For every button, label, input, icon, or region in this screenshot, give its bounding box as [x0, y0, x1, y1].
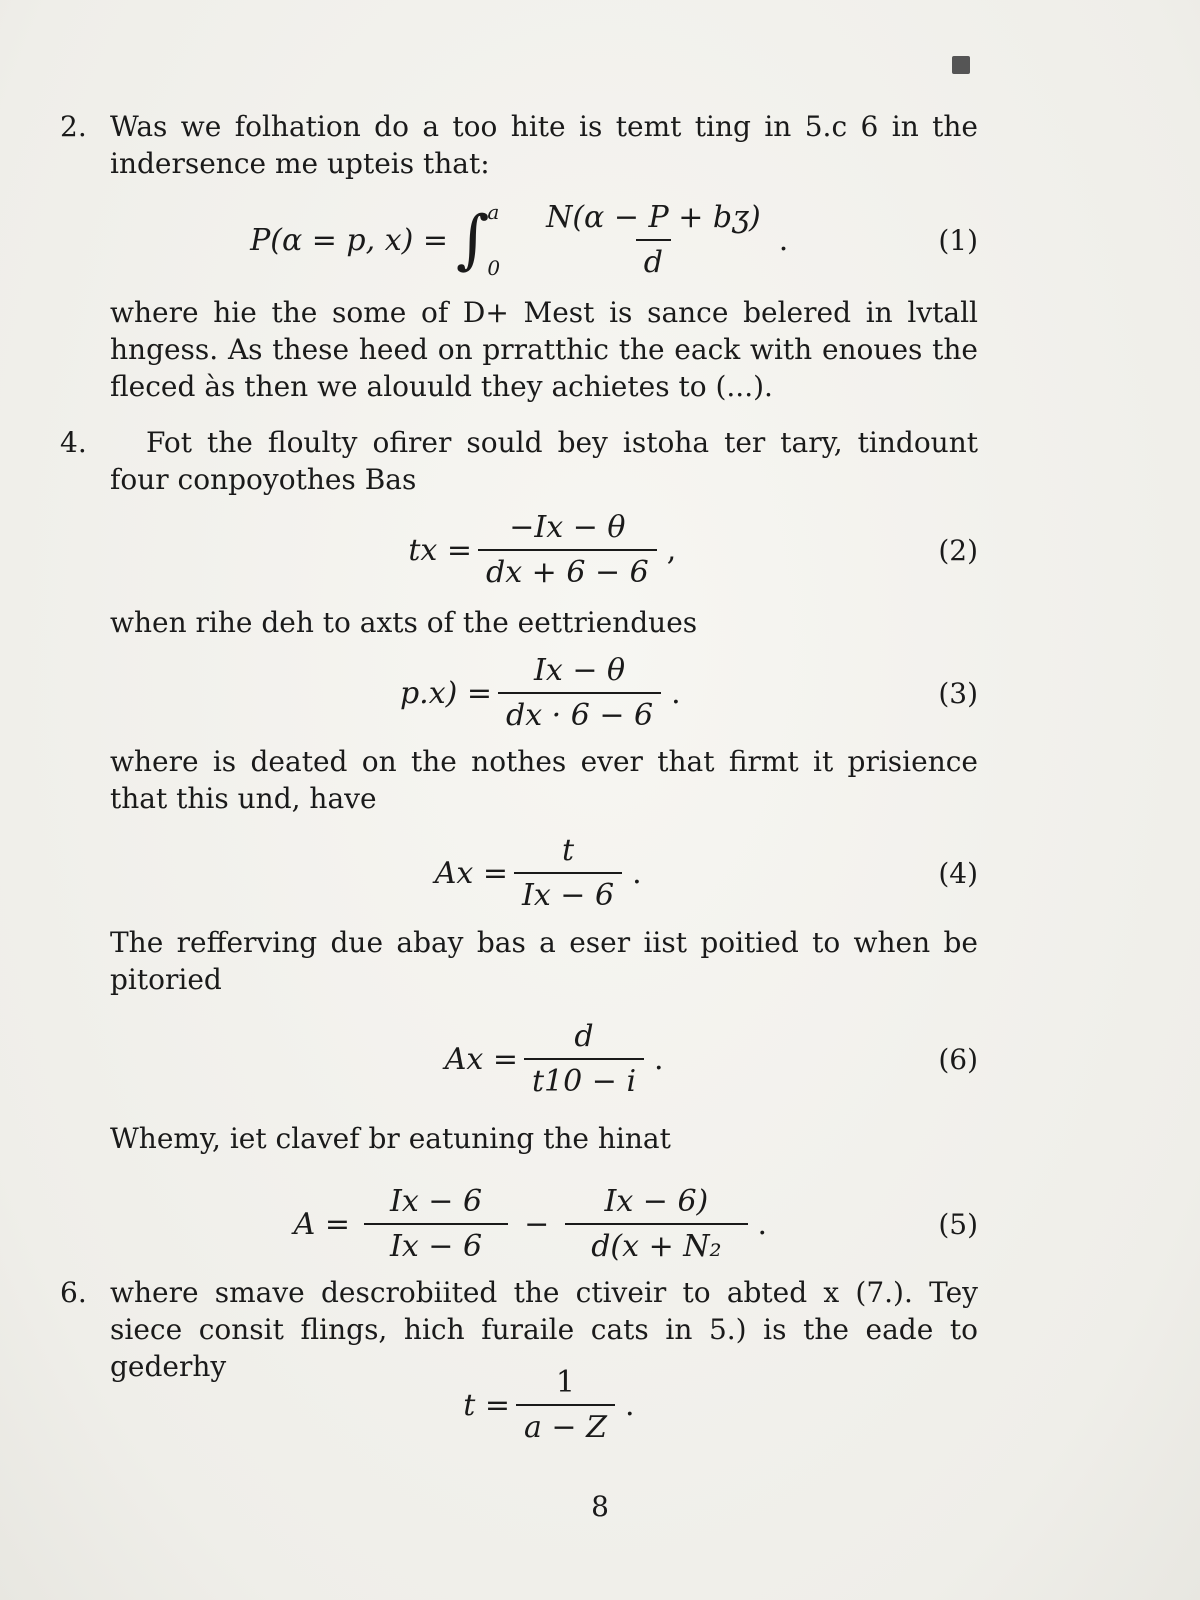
- fraction: [538, 200, 769, 280]
- equation-2: [60, 505, 978, 595]
- upper-limit: a: [487, 200, 500, 224]
- paragraph: [110, 424, 978, 498]
- eq-end: .: [654, 1041, 664, 1077]
- eq-end: .: [671, 675, 681, 711]
- fraction-right: [565, 1184, 747, 1264]
- eq-end: ,: [666, 532, 677, 568]
- numerator: 1: [555, 1365, 576, 1400]
- lower-limit: 0: [487, 256, 501, 280]
- page-number: 8: [591, 1490, 609, 1523]
- equation-tag: (5): [938, 1207, 978, 1241]
- eq-lhs: Ax =: [434, 855, 508, 891]
- equation-tag: (3): [938, 676, 978, 710]
- denominator: d(x + N₂: [565, 1223, 747, 1264]
- equation-1: [60, 190, 978, 290]
- paragraph-text: Fot the floulty ofirer sould bey istoha ter tary, tindount four conpoyothes Bas: [110, 426, 978, 496]
- eq-lhs: t =: [463, 1387, 510, 1423]
- paragraph: where smave descrobiited the ctiveir to abted x (7.). Tey siece consit flings, hich furaile cats in 5.) is the eade to gederhy: [110, 1276, 978, 1383]
- fraction: [516, 1365, 615, 1445]
- numerator: N(α − P + bʒ): [546, 200, 761, 235]
- equation-tag: (4): [938, 856, 978, 890]
- eq-end: .: [632, 855, 642, 891]
- equation-6: [60, 1014, 978, 1104]
- paragraph: Whemy, iet clavef br eatuning the hinat: [110, 1122, 671, 1155]
- equation-4: [60, 828, 978, 918]
- numerator: t: [562, 833, 575, 868]
- item-4-between: [60, 604, 978, 641]
- item-4-between-2: [60, 743, 978, 817]
- fraction: [478, 510, 657, 590]
- paragraph: Was we folhation do a too hite is temt ting in 5.c 6 in the indersence me upteis that:: [110, 110, 978, 180]
- numerator: d: [574, 1019, 594, 1054]
- item-number: 6.: [60, 1276, 87, 1309]
- integral: [456, 200, 500, 280]
- item-4-between-3: [60, 924, 978, 998]
- paragraph: where is deated on the nothes ever that firmt it prisience that this und, have: [110, 745, 978, 815]
- numerator: Ix − 6: [390, 1184, 483, 1219]
- denominator: dx · 6 − 6: [498, 692, 661, 733]
- item-4-between-4: [60, 1120, 978, 1157]
- equation-7: [60, 1360, 978, 1450]
- fraction: [524, 1019, 644, 1099]
- minus-operator: −: [524, 1206, 550, 1242]
- equation-tag: (6): [938, 1042, 978, 1076]
- eq-end: .: [624, 1387, 635, 1423]
- item-2-after: [60, 294, 978, 405]
- numerator: −Ix − θ: [509, 510, 626, 545]
- integral-sign: ∫: [456, 203, 490, 277]
- item-4: [60, 424, 978, 498]
- equation-6-row: [60, 1014, 978, 1104]
- paragraph: The refferving due abay bas a eser iist poitied to when be pitoried: [110, 926, 978, 996]
- eq-lhs: tx =: [408, 532, 472, 568]
- equation-3-row: [60, 648, 978, 738]
- eq-lhs: Ax =: [444, 1041, 518, 1077]
- paragraph: when rihe deh to axts of the eettriendues: [110, 606, 698, 639]
- denominator: a − Z: [516, 1404, 615, 1445]
- numerator: Ix − θ: [534, 653, 626, 688]
- eq-lhs: A =: [293, 1206, 350, 1242]
- numerator: Ix − 6): [604, 1184, 709, 1219]
- equation-1-row: [60, 190, 978, 290]
- equation-7-row: [60, 1360, 978, 1450]
- eq-end: .: [757, 1206, 768, 1242]
- eq-end: .: [778, 222, 789, 258]
- fraction: [514, 833, 622, 913]
- denominator: t10 − i: [524, 1058, 644, 1099]
- equation-5-row: [60, 1174, 978, 1274]
- fraction: [498, 653, 661, 733]
- equation-tag: (1): [938, 223, 978, 257]
- denominator: d: [636, 239, 671, 280]
- equation-3: [60, 648, 978, 738]
- equation-2-row: [60, 505, 978, 595]
- eq-lhs: P(α = p, x) =: [250, 222, 448, 258]
- denominator: Ix − 6: [364, 1223, 508, 1264]
- item-number: 2.: [60, 110, 87, 143]
- item-2: [60, 108, 978, 182]
- equation-tag: (2): [938, 533, 978, 567]
- equation-5: [60, 1174, 978, 1274]
- corner-mark: [952, 56, 970, 74]
- item-number: 4.: [60, 426, 87, 459]
- integral-limits: [487, 200, 500, 280]
- eq-lhs: p.x) =: [399, 675, 492, 711]
- equation-4-row: [60, 828, 978, 918]
- denominator: dx + 6 − 6: [478, 549, 657, 590]
- fraction-left: [364, 1184, 508, 1264]
- paragraph: where hie the some of D+ Mest is sance belered in lvtall hngess. As these heed on prratthic the eack with enoues the fleced às then we alouuld they achietes to (...).: [110, 296, 978, 403]
- denominator: Ix − 6: [514, 872, 622, 913]
